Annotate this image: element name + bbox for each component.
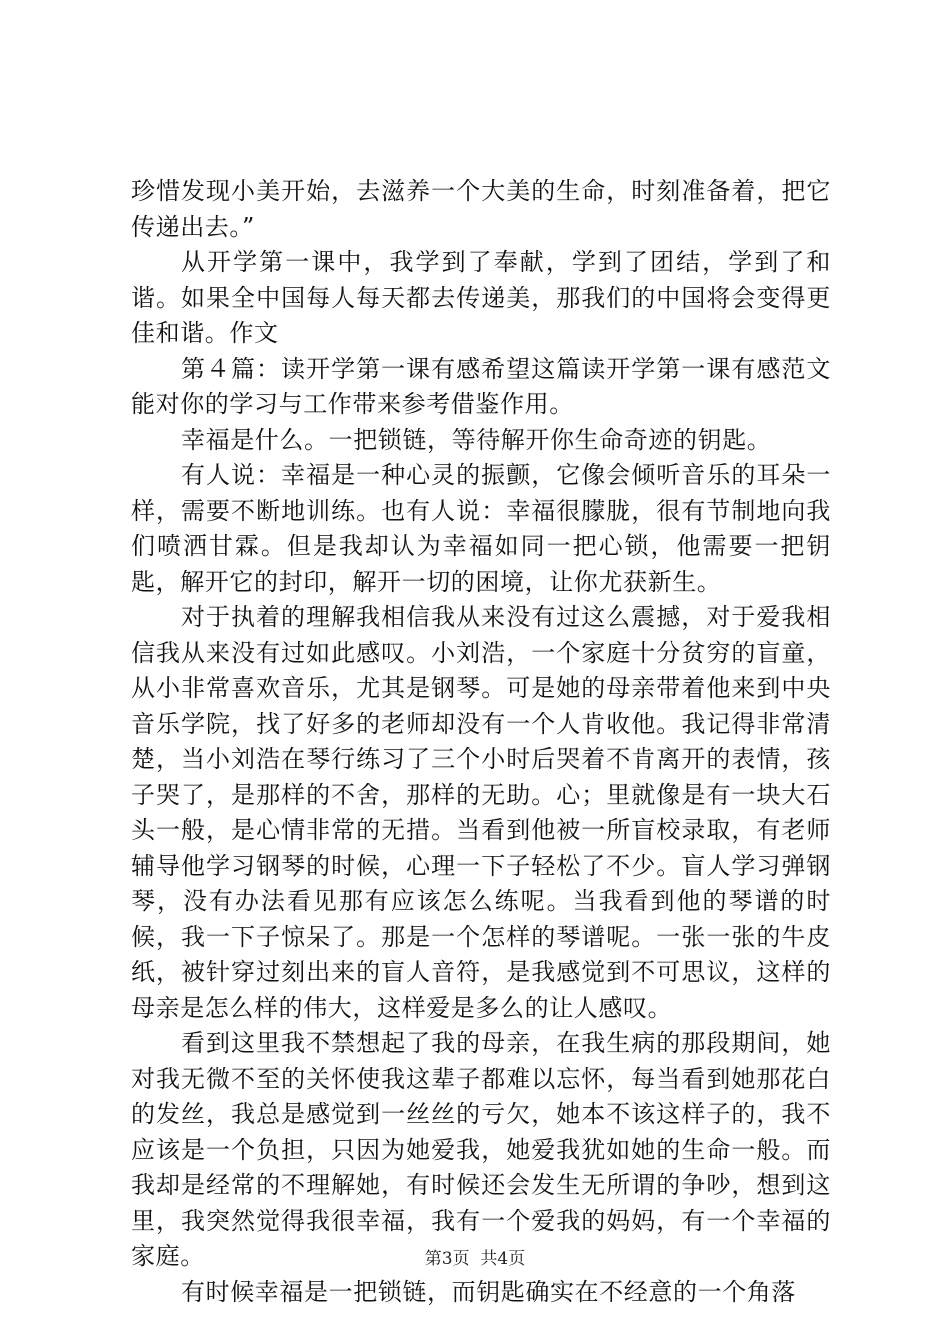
page-number-footer: 第3页 共4页 [424,1249,526,1269]
paragraph: 从开学第一课中，我学到了奉献，学到了团结，学到了和谐。如果全中国每人每天都去传递美，那我们的中国将会变得更佳和谐。作文 [131,248,831,347]
document-body [131,174,831,1310]
paragraph-continued: 珍惜发现小美开始，去滋养一个大美的生命，时刻准备着，把它传递出去。” [131,177,831,241]
paragraph: 对于执着的理解我相信我从来没有过这么震撼，对于爱我相信我从来没有过如此感叹。小刘浩，一个家庭十分贫穷的盲童，从小非常喜欢音乐，尤其是钢琴。可是她的母亲带着他来到中央音乐学院，找了好多的老师却没有一个人肯收他。我记得非常清楚，当小刘浩在琴行练习了三个小时后哭着不肯离开的表情，孩子哭了，是那样的不舍，那样的无助。心；里就像是有一块大石头一般，是心情非常的无措。当看到他被一所盲校录取，有老师辅导他学习钢琴的时候，心理一下子轻松了不少。盲人学习弹钢琴，没有办法看见那有应该怎么练呢。当我看到他的琴谱的时候，我一下子惊呆了。那是一个怎样的琴谱呢。一张一张的牛皮纸，被针穿过刻出来的盲人音符，是我感觉到不可思议，这样的母亲是怎么样的伟大，这样爱是多么的让人感叹。 [131,603,831,1022]
paragraph: 有时候幸福是一把锁链，而钥匙确实在不经意的一个角落 [181,1277,796,1306]
paragraph: 看到这里我不禁想起了我的母亲，在我生病的那段期间，她对我无微不至的关怀使我这辈子都难以忘怀，每当看到她那花白的发丝，我总是感觉到一丝丝的亏欠，她本不该这样子的，我不应该是一个负担，只因为她爱我，她爱我犹如她的生命一般。而我却是经常的不理解她，有时候还会发生无所谓的争吵，想到这里，我突然觉得我很幸福，我有一个爱我的妈妈，有一个幸福的家庭。 [131,1029,831,1270]
paragraph: 有人说：幸福是一种心灵的振颤，它像会倾听音乐的耳朵一样，需要不断地训练。也有人说：幸福很朦胧，很有节制地向我们喷洒甘霖。但是我却认为幸福如同一把心锁，他需要一把钥匙，解开它的封印，解开一切的困境，让你尤获新生。 [131,461,831,596]
paragraph: 幸福是什么。一把锁链，等待解开你生命奇迹的钥匙。 [181,425,772,454]
section-heading-paragraph: 第４篇：读开学第一课有感希望这篇读开学第一课有感范文能对你的学习与工作带来参考借鉴作用。 [131,354,831,418]
